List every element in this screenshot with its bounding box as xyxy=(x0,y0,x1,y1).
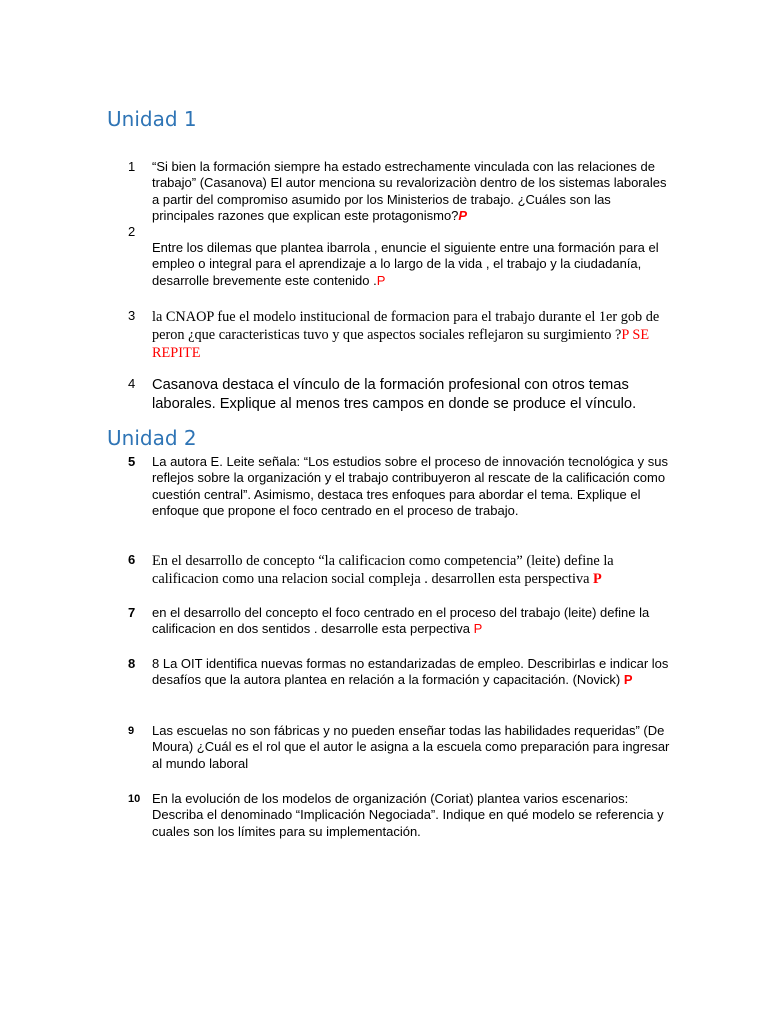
question-text xyxy=(152,552,672,588)
revision-marker: P xyxy=(376,272,386,288)
question-body: En el desarrollo de concepto “la calificacion como competencia” (leite) define la calificacion como una relacion social compleja . desarrollen esta perspectiva xyxy=(152,553,614,587)
question-number: 1 xyxy=(128,159,136,174)
question-body: en el desarrollo del concepto el foco centrado en el proceso del trabajo (leite) define la calificacion en dos sentidos . desarrolle esta perpectiva xyxy=(152,605,650,637)
question-number: 10 xyxy=(128,793,141,805)
question-body: Entre los dilemas que plantea ibarrola , enuncie el siguiente entre una formación para el empleo o integral para el aprendizaje a lo largo de la vida , el trabajo y la ciudadanía, desarrolle brevemente este contenido . xyxy=(152,240,659,288)
question-text xyxy=(152,791,672,840)
question-body: Las escuelas no son fábricas y no pueden enseñar todas las habilidades requeridas” (De Moura) ¿Cuál es el rol que el autor le asigna a la escuela como preparación para ingresar al mundo laboral xyxy=(152,723,670,771)
question-number: 3 xyxy=(128,308,136,323)
question-number: 9 xyxy=(128,725,135,737)
revision-marker: P SE REPITE xyxy=(152,327,650,361)
question-body: La autora E. Leite señala: “Los estudios sobre el proceso de innovación tecnológica y sus reflejos sobre la organización y el trabajo contribuyeron al rescate de la calificación como cuestión central”. Asimismo, destaca tres enfoques para abordar el tema. Explique el enfoque que propone el foco centrado en el proceso de trabajo. xyxy=(152,454,668,518)
question-text xyxy=(152,308,672,362)
revision-marker: P xyxy=(458,207,468,223)
question-text xyxy=(152,159,672,224)
question-body: 8 La OIT identifica nuevas formas no estandarizadas de empleo. Describirlas e indicar los desafíos que la autora plantea en relación a la formación y capacitación. (Novick) xyxy=(152,656,669,688)
question-text xyxy=(152,454,672,519)
question-text xyxy=(152,240,672,289)
question-text xyxy=(152,376,672,414)
question-body: “Si bien la formación siempre ha estado estrechamente vinculada con las relaciones de trabajo” (Casanova) El autor menciona su revalorizaciòn dentro de los sistemas laborales a partir del compromiso asumido por los Ministerios de trabajo. ¿Cuáles son las principales razones que explican este protagonismo? xyxy=(152,159,667,223)
question-number: 4 xyxy=(128,376,136,391)
question-number: 7 xyxy=(128,605,136,620)
question-number: 2 xyxy=(128,224,136,239)
question-number: 6 xyxy=(128,552,136,567)
question-body: En la evolución de los modelos de organización (Coriat) plantea varios escenarios: Describa el denominado “Implicación Negociada”. Indique en qué modelo se referencia y cuales son los límites para su implementación. xyxy=(152,791,664,839)
question-body: la CNAOP fue el modelo institucional de formacion para el trabajo durante el 1er gob de peron ¿que caracteristicas tuvo y que aspectos sociales reflejaron su surgimiento ? xyxy=(152,309,660,343)
heading-unidad-2: Unidad 2 xyxy=(107,426,197,450)
question-text xyxy=(152,723,672,772)
revision-marker: P xyxy=(623,672,633,688)
revision-marker: P xyxy=(473,621,483,637)
question-text xyxy=(152,605,672,638)
question-number: 8 xyxy=(128,656,136,671)
revision-marker: P xyxy=(593,571,602,587)
question-number: 5 xyxy=(128,454,136,469)
question-text xyxy=(152,656,672,689)
question-body: Casanova destaca el vínculo de la formación profesional con otros temas laborales. Explique al menos tres campos en donde se produce el vínculo. xyxy=(152,377,637,412)
heading-unidad-1: Unidad 1 xyxy=(107,107,197,131)
